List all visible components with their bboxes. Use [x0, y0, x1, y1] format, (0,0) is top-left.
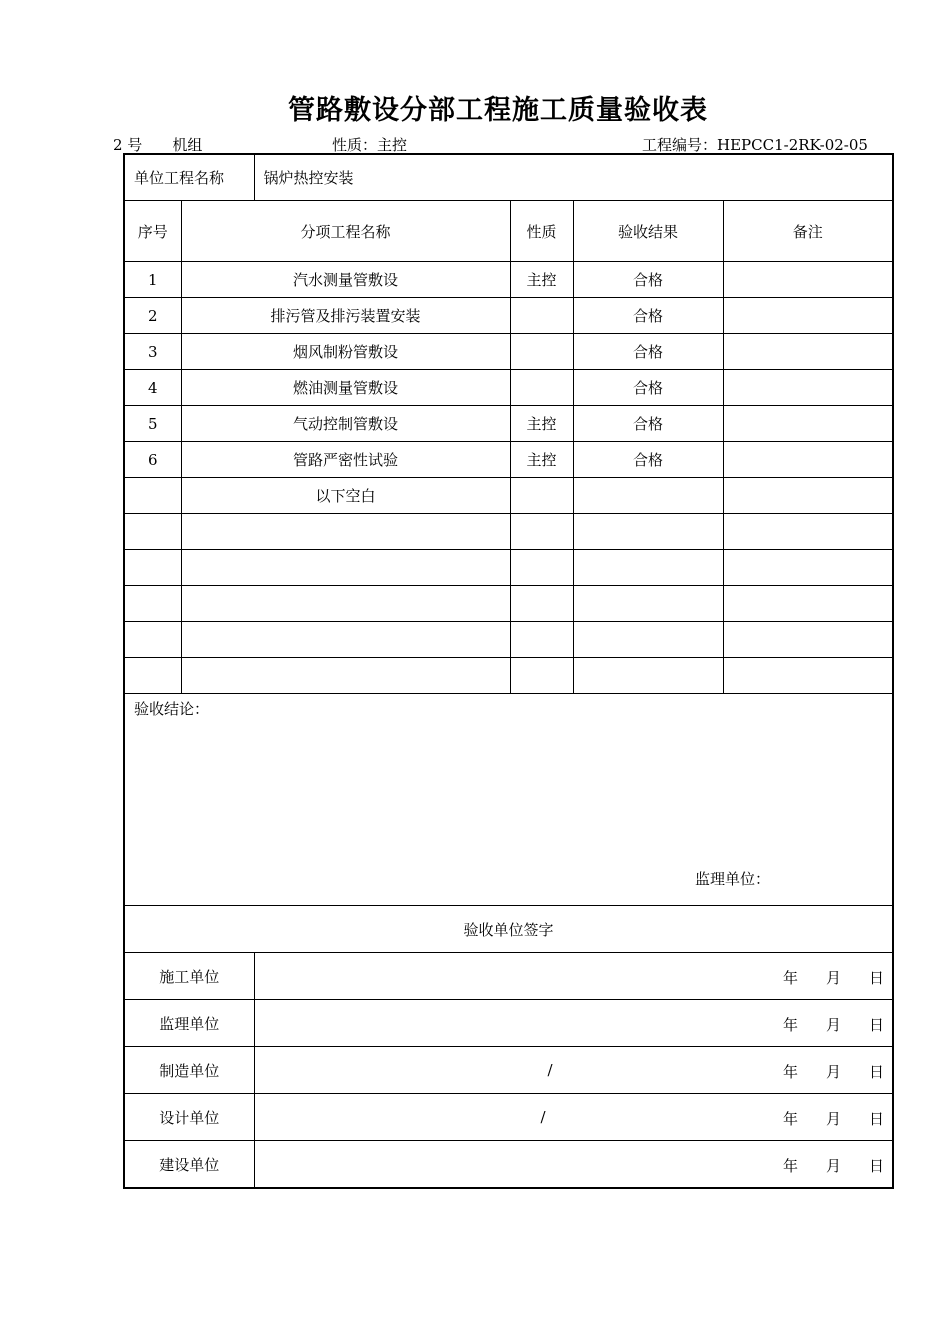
signature-unit: 施工单位: [124, 953, 254, 1000]
table-row: [124, 658, 893, 694]
cell-seq: [124, 658, 181, 694]
date-month: 月: [826, 1063, 842, 1081]
conclusion-cell: [124, 694, 893, 906]
table-row: [124, 262, 893, 298]
cell-result: [573, 658, 723, 694]
header-name: 分项工程名称: [181, 201, 510, 262]
cell-result: [573, 550, 723, 586]
cell-nature: [510, 370, 573, 406]
cell-nature: 主控: [510, 442, 573, 478]
date-day: 日: [869, 969, 885, 987]
cell-remark: [723, 550, 893, 586]
date-year: 年: [783, 1063, 799, 1081]
cell-remark: [723, 334, 893, 370]
signature-date: [755, 967, 884, 988]
signature-field[interactable]: [254, 953, 893, 1000]
signature-row: [124, 1141, 893, 1189]
signature-unit: 监理单位: [124, 1000, 254, 1047]
table-row: [124, 442, 893, 478]
date-day: 日: [869, 1110, 885, 1128]
date-month: 月: [826, 1016, 842, 1034]
cell-result: 合格: [573, 442, 723, 478]
signature-unit: 制造单位: [124, 1047, 254, 1094]
signature-unit: 建设单位: [124, 1141, 254, 1189]
cell-nature: [510, 478, 573, 514]
cell-seq: [124, 586, 181, 622]
signature-date: [755, 1061, 884, 1082]
signature-mark: /: [540, 1108, 546, 1126]
cell-name: 排污管及排污装置安装: [181, 298, 510, 334]
cell-remark: [723, 514, 893, 550]
cell-remark: [723, 262, 893, 298]
cell-result: [573, 586, 723, 622]
date-day: 日: [869, 1063, 885, 1081]
cell-seq: 1: [124, 262, 181, 298]
table-row: [124, 478, 893, 514]
cell-remark: [723, 622, 893, 658]
cell-result: [573, 478, 723, 514]
cell-nature: [510, 298, 573, 334]
cell-name: 烟风制粉管敷设: [181, 334, 510, 370]
unit-project-value: 锅炉热控安装: [254, 154, 893, 201]
unit-number: [113, 134, 202, 155]
form-title: 管路敷设分部工程施工质量验收表: [288, 95, 708, 126]
conclusion-supervisor: 监理单位：: [695, 870, 771, 888]
cell-remark: [723, 298, 893, 334]
cell-seq: [124, 550, 181, 586]
conclusion-row: [124, 694, 893, 906]
cell-name: [181, 658, 510, 694]
signature-header: 验收单位签字: [124, 906, 893, 953]
cell-nature: 主控: [510, 406, 573, 442]
cell-name: [181, 622, 510, 658]
signature-field[interactable]: [254, 1094, 893, 1141]
cell-seq: 3: [124, 334, 181, 370]
signature-row: [124, 1094, 893, 1141]
signature-rows: [124, 953, 893, 1189]
cell-nature: [510, 334, 573, 370]
cell-name: [181, 586, 510, 622]
table-row: [124, 298, 893, 334]
table-row: [124, 334, 893, 370]
cell-seq: 5: [124, 406, 181, 442]
project-code: 工程编号：HEPCC1-2RK-02-05: [642, 136, 868, 154]
cell-seq: [124, 514, 181, 550]
table-row: [124, 550, 893, 586]
signature-row: [124, 953, 893, 1000]
cell-nature: [510, 622, 573, 658]
cell-result: 合格: [573, 298, 723, 334]
table-row: [124, 622, 893, 658]
cell-result: 合格: [573, 262, 723, 298]
cell-nature: [510, 514, 573, 550]
cell-remark: [723, 478, 893, 514]
date-year: 年: [783, 969, 799, 987]
header-result: 验收结果: [573, 201, 723, 262]
cell-nature: [510, 658, 573, 694]
signature-date: [755, 1108, 884, 1129]
cell-nature: [510, 586, 573, 622]
item-rows: [124, 262, 893, 694]
unit-project-label: 单位工程名称: [124, 154, 254, 201]
signature-row: [124, 1000, 893, 1047]
form-nature: 性质：主控: [332, 136, 408, 154]
cell-seq: 2: [124, 298, 181, 334]
signature-field[interactable]: [254, 1141, 893, 1189]
date-year: 年: [783, 1016, 799, 1034]
cell-result: [573, 514, 723, 550]
cell-seq: 4: [124, 370, 181, 406]
cell-seq: 6: [124, 442, 181, 478]
cell-remark: [723, 658, 893, 694]
cell-name: 气动控制管敷设: [181, 406, 510, 442]
unit-project-row: [124, 154, 893, 201]
date-day: 日: [869, 1016, 885, 1034]
date-month: 月: [826, 1157, 842, 1175]
date-month: 月: [826, 1110, 842, 1128]
date-year: 年: [783, 1110, 799, 1128]
signature-date: [755, 1155, 884, 1176]
cell-remark: [723, 586, 893, 622]
signature-unit: 设计单位: [124, 1094, 254, 1141]
header-nature: 性质: [510, 201, 573, 262]
signature-row: [124, 1047, 893, 1094]
unit-group-label: 机组: [172, 136, 203, 154]
cell-nature: 主控: [510, 262, 573, 298]
signature-date: [755, 1014, 884, 1035]
cell-result: 合格: [573, 370, 723, 406]
cell-name: [181, 514, 510, 550]
cell-seq: [124, 478, 181, 514]
table-row: [124, 514, 893, 550]
cell-name: 以下空白: [181, 478, 510, 514]
header-seq: 序号: [124, 201, 181, 262]
conclusion-label: 验收结论：: [134, 700, 210, 718]
cell-name: 燃油测量管敷设: [181, 370, 510, 406]
cell-name: [181, 550, 510, 586]
date-day: 日: [869, 1157, 885, 1175]
cell-nature: [510, 550, 573, 586]
table-row: [124, 406, 893, 442]
signature-header-row: [124, 906, 893, 953]
cell-name: 汽水测量管敷设: [181, 262, 510, 298]
date-month: 月: [826, 969, 842, 987]
table-row: [124, 586, 893, 622]
cell-result: [573, 622, 723, 658]
table-header-row: [124, 201, 893, 262]
signature-field[interactable]: [254, 1047, 893, 1094]
table-row: [124, 370, 893, 406]
cell-name: 管路严密性试验: [181, 442, 510, 478]
cell-result: 合格: [573, 406, 723, 442]
cell-remark: [723, 442, 893, 478]
date-year: 年: [783, 1157, 799, 1175]
cell-remark: [723, 370, 893, 406]
cell-result: 合格: [573, 334, 723, 370]
signature-mark: /: [547, 1061, 553, 1079]
cell-remark: [723, 406, 893, 442]
header-remark: 备注: [723, 201, 893, 262]
acceptance-table: [123, 153, 894, 1189]
cell-seq: [124, 622, 181, 658]
signature-field[interactable]: [254, 1000, 893, 1047]
unit-number-label: 2 号: [113, 136, 143, 154]
